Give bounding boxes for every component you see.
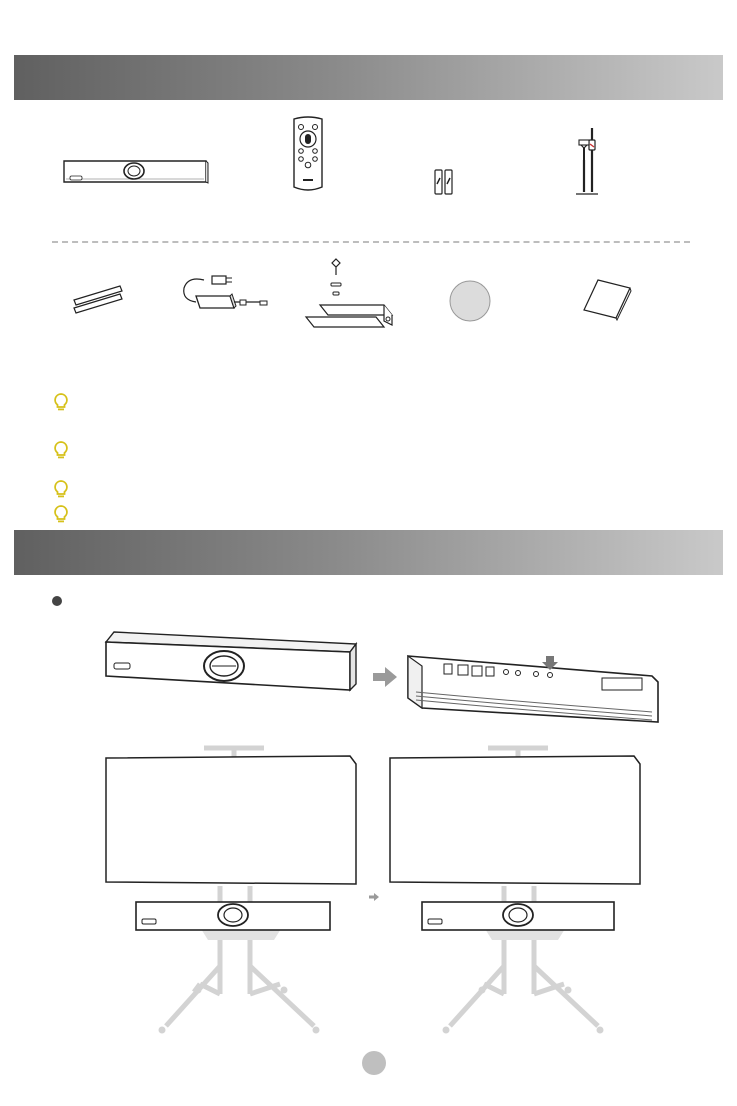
- video-bar-front-illustration: [100, 630, 362, 696]
- cleaning-cloth-icon: [448, 279, 492, 323]
- lightbulb-icon: [53, 480, 69, 498]
- page-number-marker: [362, 1051, 386, 1075]
- arrow-right-icon: [373, 667, 397, 687]
- lightbulb-icon: [53, 441, 69, 459]
- cable-ties-icon: [70, 282, 126, 314]
- video-bar-icon: [60, 155, 210, 187]
- quick-start-guide-icon: [582, 278, 634, 320]
- tv-stand-after-illustration: [388, 746, 644, 1046]
- batteries-icon: [434, 168, 454, 196]
- tv-stand-before-illustration: [104, 746, 360, 1046]
- power-adapter-icon: [174, 272, 270, 318]
- mounting-bracket-icon: [300, 255, 404, 329]
- hdmi-cable-icon: [566, 120, 606, 196]
- section-banner-package-contents: [14, 55, 723, 100]
- arrow-right-small-icon: [369, 893, 379, 901]
- video-bar-rear-illustration: [402, 652, 664, 724]
- lightbulb-icon: [53, 505, 69, 523]
- lightbulb-icon: [53, 393, 69, 411]
- bullet-icon: [52, 596, 62, 606]
- section-banner-installation: [14, 530, 723, 575]
- section-divider: [52, 241, 690, 243]
- remote-control-icon: [290, 115, 326, 195]
